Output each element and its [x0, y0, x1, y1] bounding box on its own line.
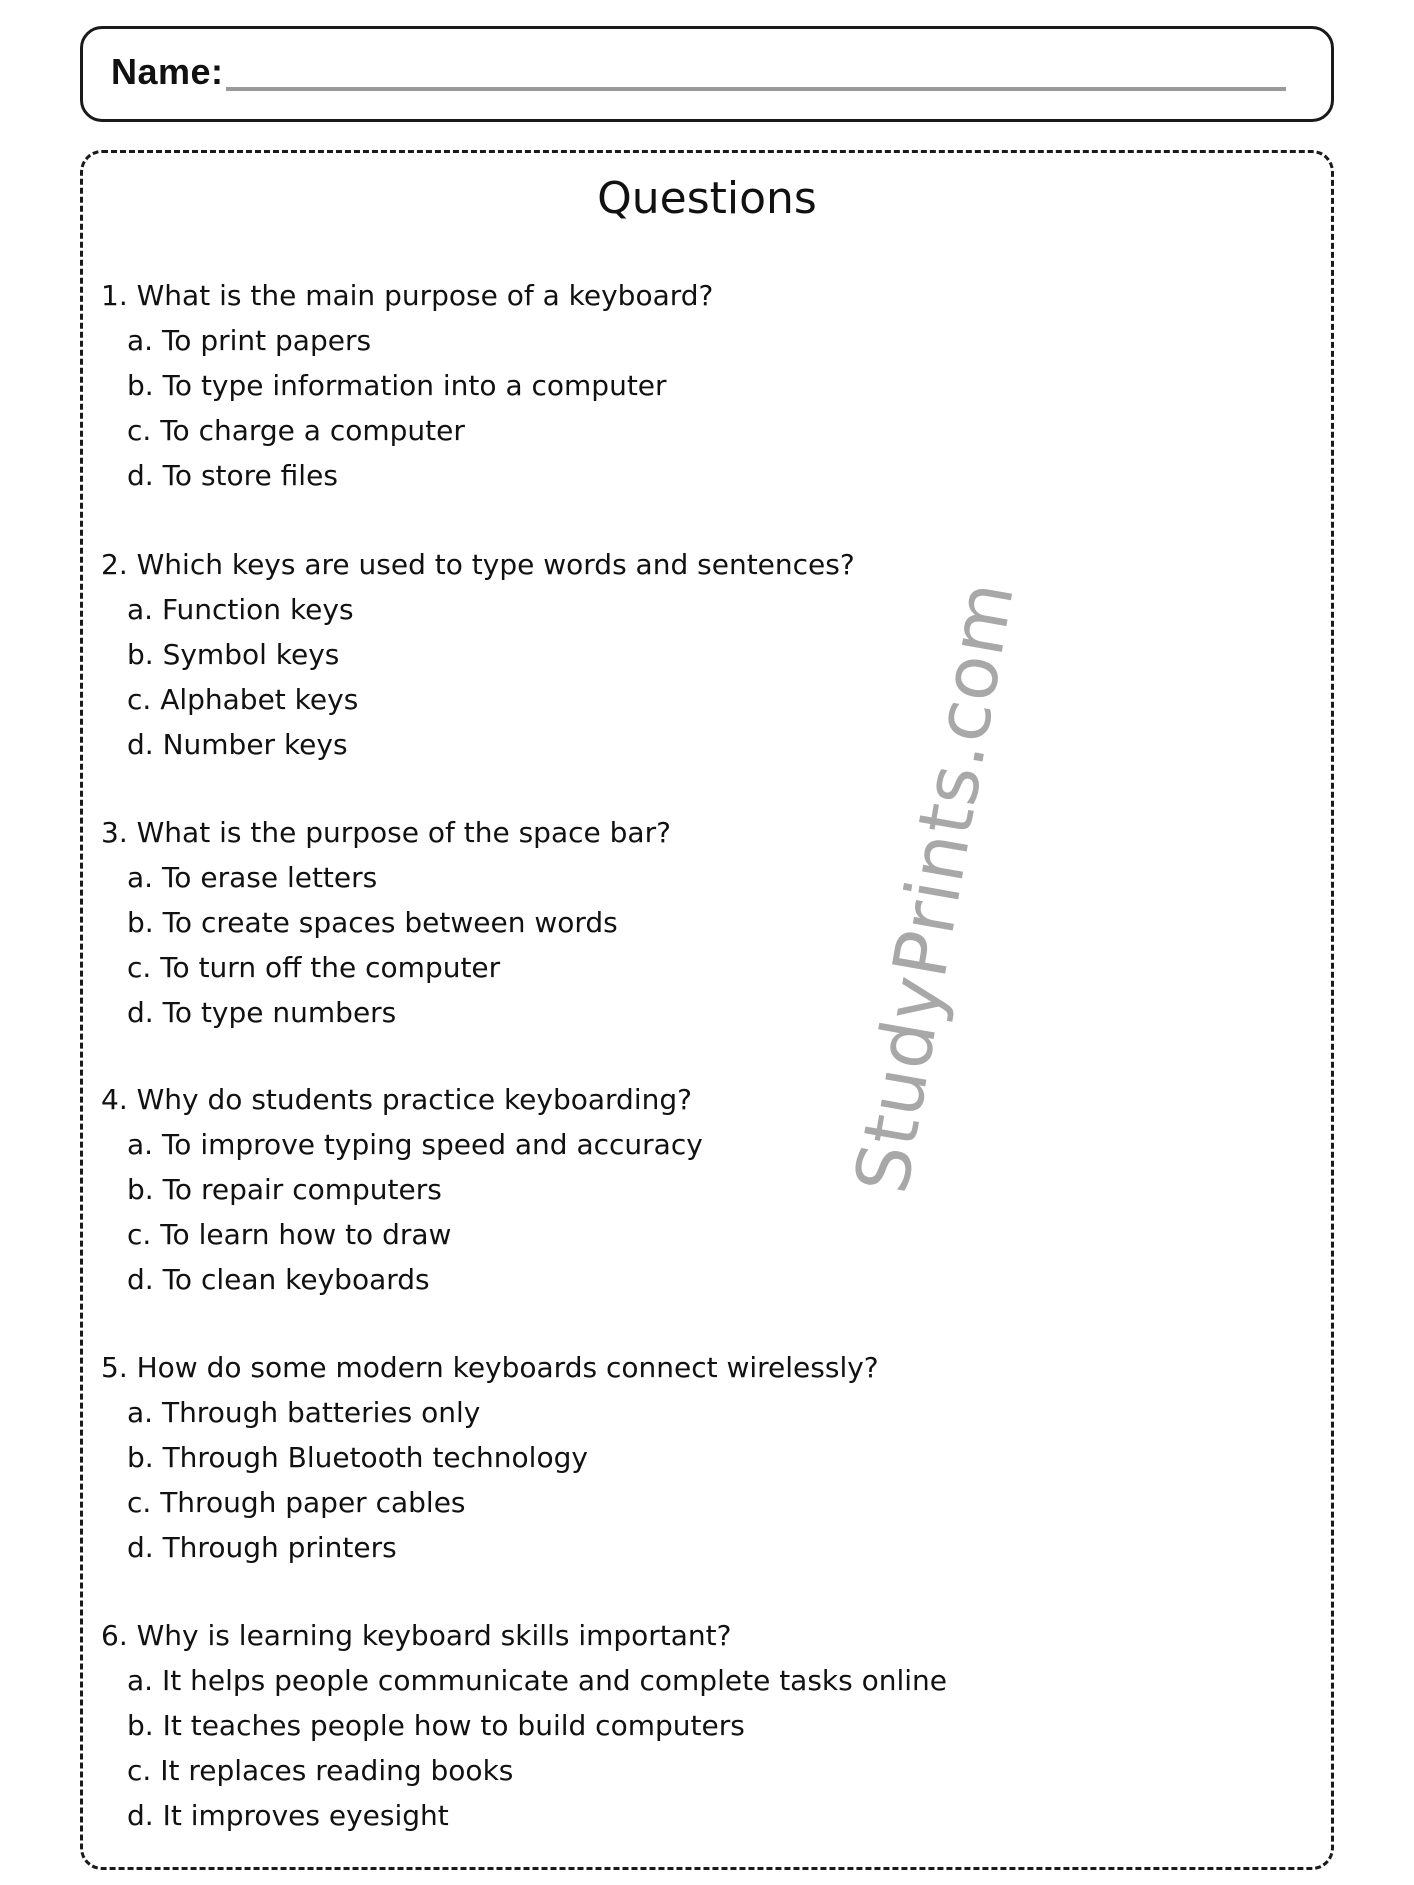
question-text: 2. Which keys are used to type words and sentences? — [101, 548, 855, 581]
option-d: d. To type numbers — [127, 996, 397, 1029]
option-b: b. To create spaces between words — [127, 906, 618, 939]
question-text: 4. Why do students practice keyboarding? — [101, 1083, 692, 1116]
option-d: d. To store files — [127, 459, 338, 492]
option-c: c. To charge a computer — [127, 414, 465, 447]
option-c: c. To learn how to draw — [127, 1218, 452, 1251]
question-text: 5. How do some modern keyboards connect wirelessly? — [101, 1351, 879, 1384]
option-a: a. To improve typing speed and accuracy — [127, 1128, 703, 1161]
question-text: 3. What is the purpose of the space bar? — [101, 816, 671, 849]
option-b: b. It teaches people how to build computers — [127, 1709, 745, 1742]
question-6 — [101, 1613, 1201, 1838]
questions-section — [80, 150, 1334, 1870]
question-text: 6. Why is learning keyboard skills important? — [101, 1619, 732, 1652]
watermark: StudyPrints.com — [838, 574, 1032, 1200]
option-c: c. To turn off the computer — [127, 951, 501, 984]
section-title: Questions — [597, 173, 817, 224]
option-b: b. Symbol keys — [127, 638, 340, 671]
option-c: c. Alphabet keys — [127, 683, 359, 716]
option-c: c. It replaces reading books — [127, 1754, 514, 1787]
option-d: d. To clean keyboards — [127, 1263, 430, 1296]
option-d: d. Number keys — [127, 728, 348, 761]
name-input-line[interactable] — [226, 87, 1286, 91]
option-b: b. To repair computers — [127, 1173, 442, 1206]
question-1 — [101, 273, 1201, 498]
option-b: b. To type information into a computer — [127, 369, 667, 402]
question-2 — [101, 542, 1201, 767]
option-d: d. Through printers — [127, 1531, 397, 1564]
question-4 — [101, 1077, 1201, 1302]
name-box — [80, 26, 1334, 122]
option-b: b. Through Bluetooth technology — [127, 1441, 588, 1474]
question-text: 1. What is the main purpose of a keyboard? — [101, 279, 714, 312]
option-a: a. To erase letters — [127, 861, 378, 894]
option-a: a. Through batteries only — [127, 1396, 481, 1429]
option-d: d. It improves eyesight — [127, 1799, 449, 1832]
option-a: a. To print papers — [127, 324, 372, 357]
option-c: c. Through paper cables — [127, 1486, 466, 1519]
name-label: Name: — [111, 51, 224, 92]
question-3 — [101, 810, 1201, 1035]
option-a: a. Function keys — [127, 593, 354, 626]
question-5 — [101, 1345, 1201, 1570]
option-a: a. It helps people communicate and complete tasks online — [127, 1664, 948, 1697]
